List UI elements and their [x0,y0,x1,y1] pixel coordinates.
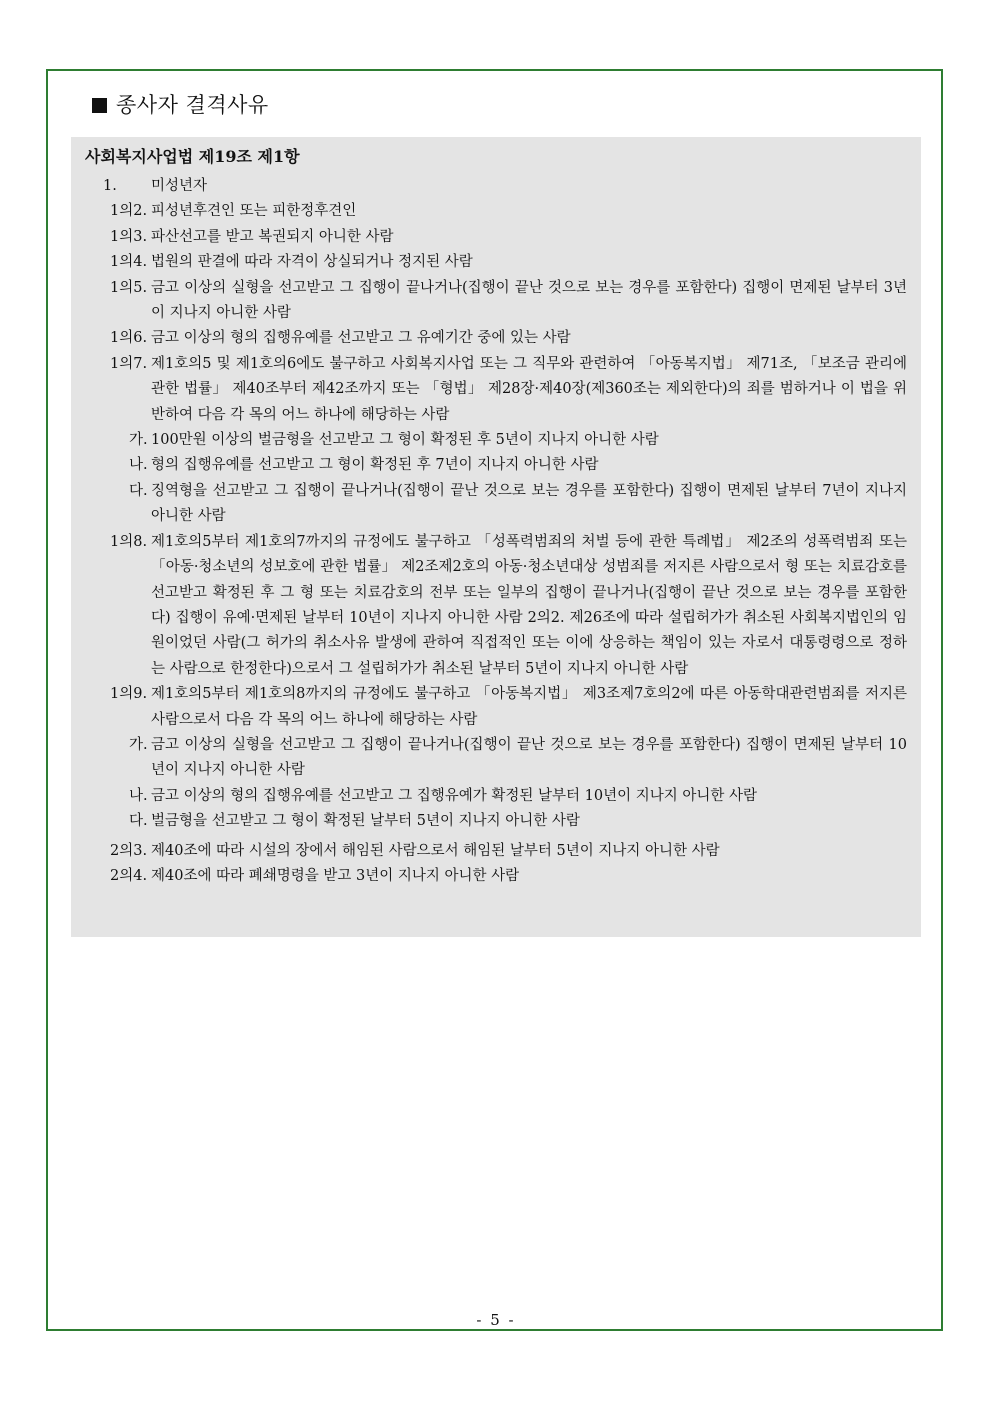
law-item [85,864,907,889]
item-number: 2의3. [110,842,148,859]
law-subitem [85,784,907,809]
square-bullet-icon [92,98,107,113]
subitem-text: 금고 이상의 형의 집행유예를 선고받고 그 집행유예가 확정된 날부터 10년이 지나지 아니한 사람 [151,787,758,804]
item-number: 1의5. [110,279,148,296]
law-subitem [85,733,907,784]
law-title: 사회복지사업법 제19조 제1항 [85,147,300,166]
law-item [85,174,907,199]
subitem-text: 벌금형을 선고받고 그 형이 확정된 날부터 5년이 지나지 아니한 사람 [151,813,580,830]
subitem-letter: 다. [129,813,148,830]
item-number: 1의3. [110,228,148,245]
subitem-letter: 가. [129,432,148,449]
item-text: 법원의 판결에 따라 자격이 상실되거나 정지된 사람 [151,254,473,271]
law-item [85,530,907,682]
law-item [85,276,907,327]
law-item [85,199,907,224]
subitem-text: 형의 집행유예를 선고받고 그 형이 확정된 후 7년이 지나지 아니한 사람 [151,457,599,474]
subitem-letter: 나. [129,457,148,474]
item-number: 1. [103,178,117,194]
subitem-letter: 다. [129,482,148,499]
law-item [85,352,907,428]
law-item [85,326,907,351]
item-number: 2의4. [110,867,148,884]
subitem-text: 징역형을 선고받고 그 집행이 끝나거나(집행이 끝난 것으로 보는 경우를 포함한다) 집행이 면제된 날부터 7년이 지나지 아니한 사람 [151,482,907,525]
item-text: 제1호의5부터 제1호의7까지의 규정에도 불구하고 「성폭력범죄의 처벌 등에 관한 특례법」 제2조의 성폭력범죄 또는 「아동·청소년의 성보호에 관한 법률」 제2조제2호의 아동·청소년대상 성범죄를 저지른 사람으로서 형 또는 치료감호를 선고받고 확정된 후 그 형 또는 치료감호의 전부 또는 일부의 집행이 끝나거나(집행이 끝난 것으로 보는 경우를 포함한다) 집행이 유예·면제된 날부터 10년이 지나지 아니한 사람 2의2. 제26조에 따라 설립허가가 취소된 사회복지법인의 임원이었던 사람(그 허가의 취소사유 발생에 관하여 직접적인 또는 이에 상응하는 책임이 있는 자로서 대통령령으로 정하는 사람으로 한정한다)으로서 그 설립허가가 취소된 날부터 5년이 지나지 아니한 사람 [151,533,907,677]
item-text: 미성년자 [151,178,208,194]
subitem-letter: 나. [129,787,148,804]
item-number: 1의2. [110,203,148,220]
item-number: 1의7. [110,355,148,372]
item-text: 금고 이상의 실형을 선고받고 그 집행이 끝나거나(집행이 끝난 것으로 보는 경우를 포함한다) 집행이 면제된 날부터 3년이 지나지 아니한 사람 [151,279,907,322]
law-item [85,682,907,733]
item-text: 제1호의5 및 제1호의6에도 불구하고 사회복지사업 또는 그 직무와 관련하여 「아동복지법」 제71조, 「보조금 관리에 관한 법률」 제40조부터 제42조까지 또는 「형법」 제28장·제40장(제360조는 제외한다)의 죄를 범하거나 이 법을 위반하여 다음 각 목의 어느 하나에 해당하는 사람 [151,355,907,423]
item-text: 금고 이상의 형의 집행유예를 선고받고 그 유예기간 중에 있는 사람 [151,330,571,347]
item-text: 파산선고를 받고 복권되지 아니한 사람 [151,228,394,245]
item-number: 1의9. [110,686,148,703]
item-number: 1의8. [110,533,148,550]
law-subitem [85,428,907,453]
subitem-letter: 가. [129,736,148,753]
item-number: 1의4. [110,254,148,271]
item-text: 제40조에 따라 폐쇄명령을 받고 3년이 지나지 아니한 사람 [151,867,520,884]
item-text: 제1호의5부터 제1호의8까지의 규정에도 불구하고 「아동복지법」 제3조제7호의2에 따른 아동학대관련범죄를 저지른 사람으로서 다음 각 목의 어느 하나에 해당하는 사람 [151,686,907,728]
law-item [85,225,907,250]
law-subitem [85,809,907,834]
law-subitem [85,453,907,478]
law-item [85,250,907,275]
section-heading [92,90,269,120]
item-number: 1의6. [110,330,148,347]
page-number: - 5 - [476,1311,516,1329]
law-excerpt-box [71,137,921,937]
subitem-text: 100만원 이상의 벌금형을 선고받고 그 형이 확정된 후 5년이 지나지 아니한 사람 [151,432,659,449]
law-subitem [85,479,907,530]
section-title-text: 종사자 결격사유 [116,93,269,117]
law-item [85,839,907,864]
item-text: 피성년후견인 또는 피한정후견인 [151,203,357,220]
subitem-text: 금고 이상의 실형을 선고받고 그 집행이 끝나거나(집행이 끝난 것으로 보는 경우를 포함한다) 집행이 면제된 날부터 10년이 지나지 아니한 사람 [151,736,907,779]
item-text: 제40조에 따라 시설의 장에서 해임된 사람으로서 해임된 날부터 5년이 지나지 아니한 사람 [151,842,720,859]
